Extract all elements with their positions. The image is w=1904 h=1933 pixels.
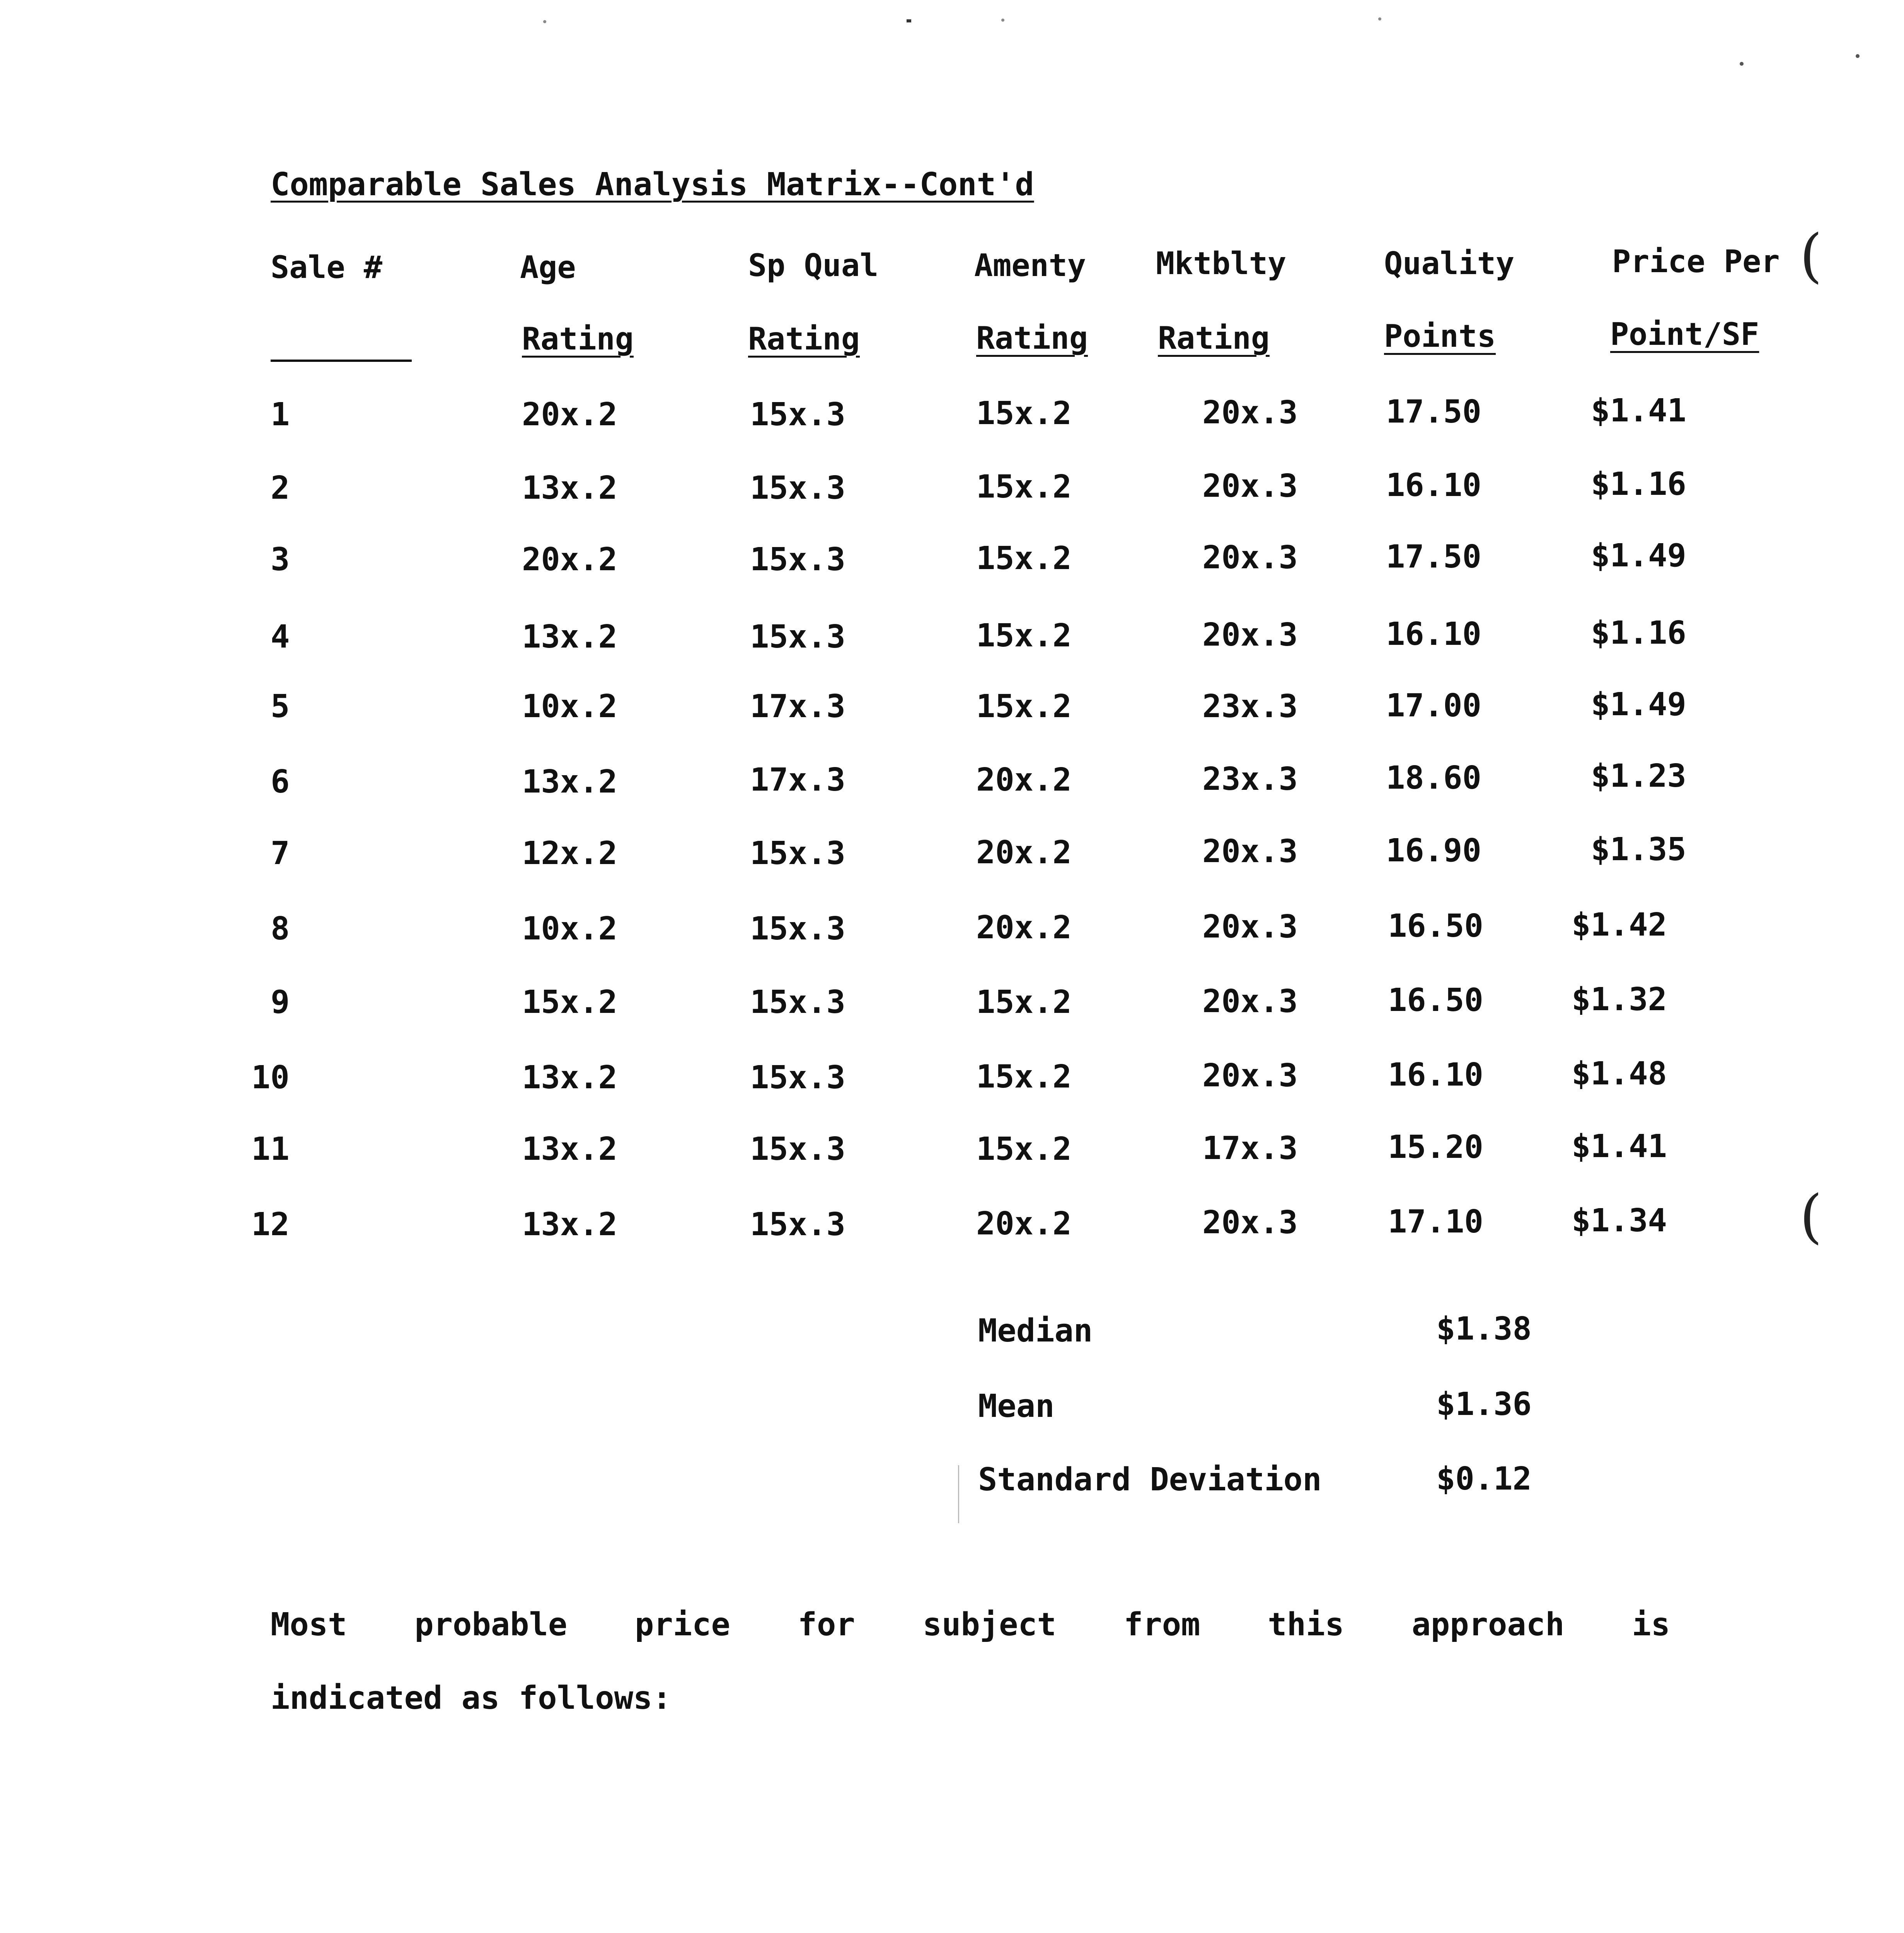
- cell-price: $1.32: [1572, 981, 1667, 1018]
- cell-price: $1.16: [1591, 615, 1686, 651]
- cell-quality: 15.20: [1388, 1129, 1483, 1166]
- cell-sp-qual: 15x.3: [750, 470, 845, 506]
- cell-quality: 18.60: [1386, 760, 1481, 796]
- cell-amenity: 15x.2: [976, 617, 1072, 654]
- cell-sp-qual: 15x.3: [750, 1131, 845, 1168]
- scan-line-mark: [958, 1465, 959, 1523]
- cell-sale: 2: [271, 470, 290, 506]
- cell-age: 13x.2: [522, 619, 617, 655]
- cell-sale: 11: [251, 1131, 290, 1168]
- cell-sale: 5: [271, 688, 290, 725]
- cell-amenity: 20x.2: [976, 762, 1072, 798]
- cell-marketability: 20x.3: [1202, 909, 1298, 945]
- cell-quality: 17.00: [1386, 687, 1481, 724]
- header-age-rating: Rating: [522, 321, 634, 357]
- stat-mean-label: Mean: [978, 1388, 1055, 1425]
- cell-quality: 16.90: [1386, 832, 1481, 869]
- cell-sale: 8: [271, 910, 290, 947]
- scan-speck: [1378, 17, 1381, 20]
- cell-age: 13x.2: [522, 1059, 617, 1096]
- sale-column-rule: [271, 360, 412, 362]
- scan-arc-mark: (: [1800, 1183, 1822, 1250]
- scan-arc-mark: (: [1800, 222, 1822, 290]
- header-age: Age: [520, 249, 576, 285]
- cell-sale: 10: [251, 1059, 290, 1096]
- header-sale-number: Sale #: [271, 249, 382, 285]
- cell-marketability: 20x.3: [1202, 1204, 1298, 1241]
- document-title: Comparable Sales Analysis Matrix--Cont'd: [271, 166, 1034, 203]
- header-amenity-rating: Rating: [976, 320, 1088, 356]
- cell-sp-qual: 17x.3: [750, 688, 845, 725]
- scan-speck: [543, 20, 546, 23]
- cell-price: $1.23: [1591, 758, 1686, 794]
- cell-amenity: 15x.2: [976, 540, 1072, 577]
- scan-speck: [1856, 54, 1860, 58]
- cell-marketability: 20x.3: [1202, 833, 1298, 870]
- header-sp-qual: Sp Qual: [748, 247, 879, 283]
- cell-amenity: 15x.2: [976, 688, 1072, 725]
- cell-age: 15x.2: [522, 984, 617, 1021]
- cell-sp-qual: 17x.3: [750, 762, 845, 798]
- cell-amenity: 20x.2: [976, 834, 1072, 871]
- cell-marketability: 20x.3: [1202, 394, 1298, 431]
- header-marketability-rating: Rating: [1158, 320, 1270, 356]
- cell-sp-qual: 15x.3: [750, 396, 845, 433]
- cell-marketability: 23x.3: [1202, 761, 1298, 798]
- cell-price: $1.41: [1572, 1128, 1667, 1165]
- cell-sp-qual: 15x.3: [750, 1059, 845, 1096]
- cell-amenity: 15x.2: [976, 984, 1072, 1021]
- cell-age: 20x.2: [522, 396, 617, 433]
- cell-marketability: 17x.3: [1202, 1130, 1298, 1167]
- stat-median-value: $1.38: [1436, 1311, 1532, 1347]
- cell-sale: 12: [251, 1206, 290, 1243]
- cell-price: $1.35: [1591, 831, 1686, 868]
- cell-sale: 6: [271, 764, 290, 800]
- cell-quality: 16.50: [1388, 982, 1483, 1019]
- cell-quality: 17.50: [1386, 539, 1481, 575]
- stat-std-dev-label: Standard Deviation: [978, 1461, 1322, 1498]
- cell-price: $1.49: [1591, 537, 1686, 574]
- cell-price: $1.42: [1572, 907, 1667, 943]
- cell-amenity: 15x.2: [976, 395, 1072, 432]
- cell-age: 13x.2: [522, 470, 617, 506]
- cell-sale: 9: [271, 984, 290, 1021]
- header-marketability: Mktblty: [1156, 245, 1287, 281]
- cell-sale: 1: [271, 396, 290, 433]
- cell-price: $1.41: [1591, 392, 1686, 429]
- cell-amenity: 20x.2: [976, 909, 1072, 946]
- cell-quality: 16.10: [1388, 1057, 1483, 1093]
- cell-amenity: 20x.2: [976, 1205, 1072, 1242]
- scan-speck: [1001, 19, 1004, 22]
- cell-age: 13x.2: [522, 1131, 617, 1168]
- header-quality: Quality: [1384, 245, 1515, 281]
- cell-amenity: 15x.2: [976, 1131, 1072, 1168]
- cell-sp-qual: 15x.3: [750, 541, 845, 578]
- cell-sp-qual: 15x.3: [750, 619, 845, 655]
- cell-age: 10x.2: [522, 910, 617, 947]
- cell-quality: 17.10: [1388, 1203, 1483, 1240]
- conclusion-line-2: indicated as follows:: [271, 1680, 672, 1717]
- stat-median-label: Median: [978, 1313, 1093, 1349]
- cell-age: 10x.2: [522, 688, 617, 725]
- scan-speck: [907, 19, 911, 22]
- cell-amenity: 15x.2: [976, 469, 1072, 505]
- stat-mean-value: $1.36: [1436, 1386, 1532, 1423]
- cell-marketability: 20x.3: [1202, 468, 1298, 505]
- header-amenity: Amenty: [974, 247, 1086, 283]
- cell-quality: 17.50: [1386, 394, 1481, 430]
- stat-std-dev-value: $0.12: [1436, 1461, 1532, 1497]
- cell-price: $1.49: [1591, 686, 1686, 723]
- cell-sale: 3: [271, 541, 290, 578]
- cell-sp-qual: 15x.3: [750, 835, 845, 872]
- cell-price: $1.34: [1572, 1202, 1667, 1239]
- cell-marketability: 20x.3: [1202, 617, 1298, 653]
- scan-speck: [1740, 62, 1744, 66]
- conclusion-line-1: Most probable price for subject from this approach is: [271, 1606, 1670, 1643]
- cell-sp-qual: 15x.3: [750, 984, 845, 1021]
- header-sp-qual-rating: Rating: [748, 321, 860, 357]
- cell-amenity: 15x.2: [976, 1059, 1072, 1095]
- cell-quality: 16.10: [1386, 616, 1481, 653]
- cell-price: $1.16: [1591, 466, 1686, 503]
- header-price-per: Price Per: [1612, 244, 1780, 280]
- cell-marketability: 20x.3: [1202, 1057, 1298, 1094]
- header-quality-points: Points: [1384, 318, 1496, 354]
- cell-age: 20x.2: [522, 541, 617, 578]
- cell-age: 12x.2: [522, 835, 617, 872]
- cell-age: 13x.2: [522, 1206, 617, 1243]
- header-price-per-point: Point/SF: [1610, 316, 1759, 352]
- cell-marketability: 20x.3: [1202, 983, 1298, 1020]
- cell-marketability: 20x.3: [1202, 539, 1298, 576]
- cell-sale: 4: [271, 619, 290, 655]
- cell-sp-qual: 15x.3: [750, 1206, 845, 1243]
- cell-marketability: 23x.3: [1202, 688, 1298, 725]
- cell-sp-qual: 15x.3: [750, 910, 845, 947]
- cell-quality: 16.10: [1386, 467, 1481, 504]
- cell-age: 13x.2: [522, 764, 617, 800]
- cell-price: $1.48: [1572, 1055, 1667, 1092]
- cell-sale: 7: [271, 835, 290, 872]
- cell-quality: 16.50: [1388, 908, 1483, 944]
